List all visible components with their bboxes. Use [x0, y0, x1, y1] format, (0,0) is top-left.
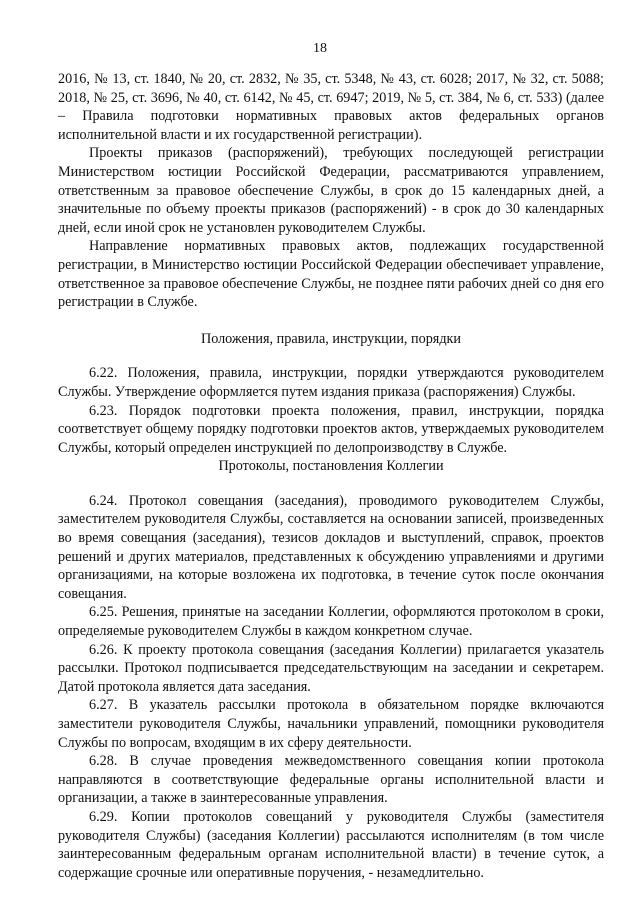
paragraph-6-29: 6.29. Копии протоколов совещаний у руководителя Службы (заместителя руководителя Службы) (заседания Коллегии) рассылаются исполнителям (в том числе заинтересованным федеральным органам исполнительной власти) в течение суток, а содержащие срочные или оперативные поручения, - незамедлительно.: [58, 808, 604, 881]
paragraph-6-25: 6.25. Решения, принятые на заседании Коллегии, оформляются протоколом в сроки, определяемые руководителем Службы в каждом конкретном случае.: [58, 604, 604, 640]
document-body: [58, 70, 604, 882]
paragraph-6-23: 6.23. Порядок подготовки проекта положения, правил, инструкции, порядка соответствует общему порядку подготовки проектов актов, утверждаемых руководителем Службы, который определен инструкцией по делопроизводству в Службе.: [58, 402, 604, 456]
paragraph-6-22: 6.22. Положения, правила, инструкции, порядки утверждаются руководителем Службы. Утверждение оформляется путем издания приказа (распоряжения) Службы.: [58, 365, 604, 400]
paragraph-legal-citation: 2016, № 13, ст. 1840, № 20, ст. 2832, № 35, ст. 5348, № 43, ст. 6028; 2017, № 32, ст. 5088; 2018, № 25, ст. 3696, № 40, ст. 6142, № 45, ст. 6947; 2019, № 5, ст. 384, № 6, ст. 533) (далее – Правила подготовки нормативных правовых актов федеральных органов исполнительной власти и их государственной регистрации).: [58, 71, 604, 143]
paragraph-state-registration: Направление нормативных правовых актов, подлежащих государственной регистрации, в Министерство юстиции Российской Федерации обеспечивает управление, ответственное за правовое обеспечение Службы, не позднее пяти рабочих дней со дня его регистрации в Службе.: [58, 238, 604, 311]
paragraph-6-24: 6.24. Протокол совещания (заседания), проводимого руководителем Службы, заместителем руководителя Службы, составляется на основании записей, произведенных во время совещания (заседания), тезисов докладов и выступлений, справок, проектов решений и других материалов, представленных к обсуждению управлениями и другими организациями, на которые возложена их подготовка, в течение суток после окончания совещания.: [58, 492, 604, 602]
page-number: 18: [313, 41, 327, 56]
section-heading-protocols: Протоколы, постановления Коллегии: [218, 458, 444, 475]
paragraph-6-28: 6.28. В случае проведения межведомственного совещания копии протокола направляются в соответствующие федеральные органы исполнительной власти и организации, а также в заинтересованные управления.: [58, 753, 604, 807]
section-heading-regulations: Положения, правила, инструкции, порядки: [200, 330, 462, 347]
paragraph-6-26: 6.26. К проекту протокола совещания (заседания Коллегии) прилагается указатель рассылки. Протокол подписывается председательствующим на заседании и секретарем. Датой протокола является дата заседания.: [58, 641, 604, 695]
paragraph-6-27: 6.27. В указатель рассылки протокола в обязательном порядке включаются заместители руководителя Службы, начальники управлений, помощники руководителя Службы по вопросам, входящим в их сферу деятельности.: [58, 697, 604, 751]
paragraph-draft-orders-review: Проекты приказов (распоряжений), требующих последующей регистрации Министерством юстиции Российской Федерации, рассматриваются управлением, ответственным за правовое обеспечение Службы, в срок до 15 календарных дней, а значительные по объему проекты приказов (распоряжений) - в срок до 30 календарных дней, если иной срок не установлен руководителем Службы.: [58, 145, 604, 236]
